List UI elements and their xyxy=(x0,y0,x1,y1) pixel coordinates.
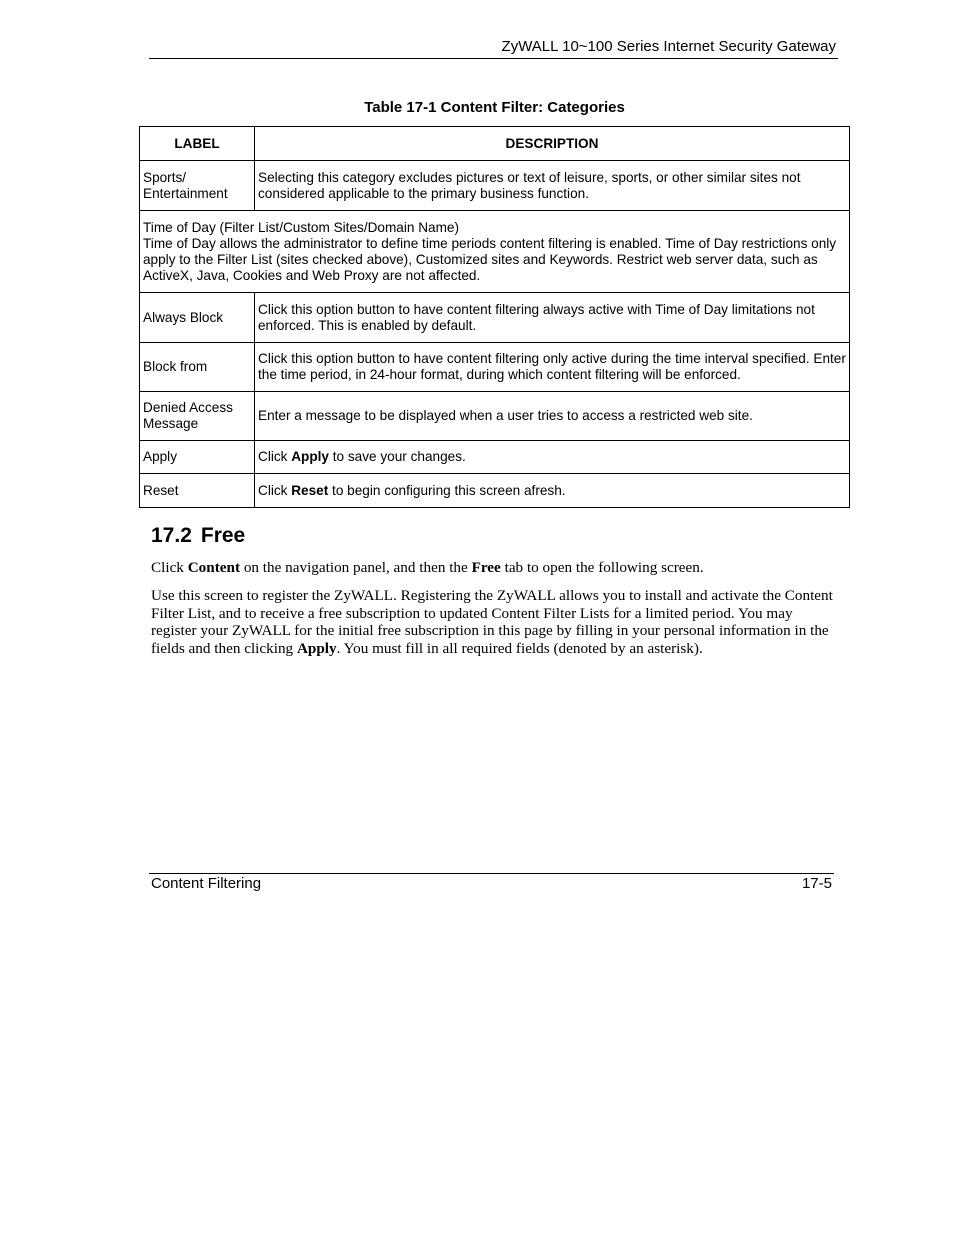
column-header-label: LABEL xyxy=(140,127,255,161)
row-description: Selecting this category excludes pictures or text of leisure, sports, or other similar sites not considered applicable to the primary business function. xyxy=(255,161,850,211)
row-description: Click Apply to save your changes. xyxy=(255,441,850,474)
row-description: Click this option button to have content filtering always active with Time of Day limitations not enforced. This is enabled by default. xyxy=(255,293,850,343)
footer-rule xyxy=(149,873,834,874)
column-header-description: DESCRIPTION xyxy=(255,127,850,161)
table-header-row xyxy=(140,127,850,161)
row-label: Reset xyxy=(140,474,255,508)
time-of-day-cell xyxy=(140,211,850,293)
table-caption: Table 17-1 Content Filter: Categories xyxy=(364,99,625,116)
section-title: Free xyxy=(200,524,246,547)
table-row xyxy=(140,392,850,441)
section-number: 17.2 xyxy=(151,524,192,547)
paragraph-registration: Use this screen to register the ZyWALL. Registering the ZyWALL allows you to install and activate the Content Filter List, and to receive a free subscription to updated Content Filter Lists for a limited period. You may register your ZyWALL for the initial free subscription in this page by filling in your personal information in the fields and then clicking Apply. You must fill in all required fields (denoted by an asterisk). xyxy=(151,587,833,657)
row-description: Click this option button to have content filtering only active during the time interval specified. Enter the time period, in 24-hour format, during which content filtering will be enforced. xyxy=(255,343,850,392)
paragraph-intro: Click Content on the navigation panel, and then the Free tab to open the following screen. xyxy=(151,559,704,576)
table-row xyxy=(140,293,850,343)
row-label: Block from xyxy=(140,343,255,392)
table-row xyxy=(140,343,850,392)
row-label: Apply xyxy=(140,441,255,474)
row-description: Click Reset to begin configuring this screen afresh. xyxy=(255,474,850,508)
table-section-row xyxy=(140,211,850,293)
categories-table xyxy=(139,126,850,508)
section-row-text: Time of Day allows the administrator to define time periods content filtering is enabled. Time of Day restrictions only apply to the Filter List (sites checked above), Customized sites and Keywords. Restrict web server data, such as ActiveX, Java, Cookies and Web Proxy are not affected. xyxy=(143,235,837,283)
row-label: Sports/ Entertainment xyxy=(140,161,255,211)
header-rule xyxy=(149,58,838,59)
row-description: Enter a message to be displayed when a user tries to access a restricted web site. xyxy=(255,392,850,441)
table-row xyxy=(140,161,850,211)
section-row-title: Time of Day (Filter List/Custom Sites/Domain Name) xyxy=(143,219,460,235)
footer-chapter-title: Content Filtering xyxy=(151,875,262,892)
table-row xyxy=(140,441,850,474)
table-row xyxy=(140,474,850,508)
running-header-title: ZyWALL 10~100 Series Internet Security Gateway xyxy=(501,38,836,55)
row-label: Denied Access Message xyxy=(140,392,255,441)
row-label: Always Block xyxy=(140,293,255,343)
section-heading xyxy=(151,524,245,548)
footer-page-number: 17-5 xyxy=(801,875,832,892)
